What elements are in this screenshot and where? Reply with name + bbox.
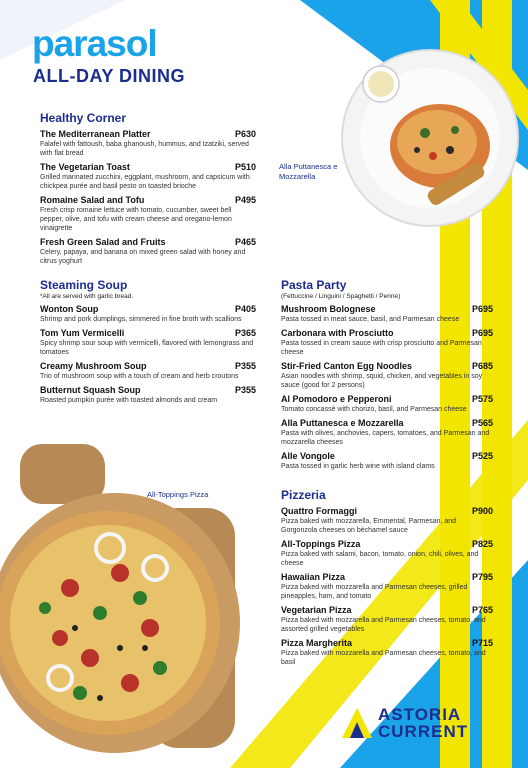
menu-item-price: P510 — [234, 162, 256, 172]
menu-item-header — [40, 304, 256, 314]
menu-item-description: Pizza baked with mozzarella and Parmesan cheeses, tomato, and assorted grilled vegetables — [281, 617, 486, 633]
menu-item-header — [40, 237, 256, 247]
menu-item-price: P765 — [471, 605, 493, 615]
menu-item-description: Pasta with olives, anchovies, capers, tomatoes, and Parmesan and mozzarella cheeses — [281, 430, 490, 446]
menu-item — [281, 638, 493, 667]
menu-item — [281, 572, 493, 601]
menu-item-name: Alle Vongole — [281, 451, 335, 461]
menu-item — [281, 394, 493, 414]
menu-item — [281, 418, 493, 447]
menu-item-name: Alla Puttanesca e Mozzarella — [281, 418, 404, 428]
section-note: *All are served with garlic bread. — [40, 293, 134, 300]
section-note: (Fettuccine / Linguini / Spaghetti / Penne) — [281, 293, 401, 300]
section-title: Healthy Corner — [40, 111, 127, 125]
menu-item-price: P685 — [471, 361, 493, 371]
menu-item-name: Fresh Green Salad and Fruits — [40, 237, 166, 247]
menu-item — [281, 328, 493, 357]
menu-item — [40, 195, 256, 233]
menu-item — [40, 385, 256, 405]
pasta-photo — [325, 38, 525, 238]
menu-item-header — [40, 328, 256, 338]
menu-item-header — [281, 638, 493, 648]
menu-item-header — [40, 385, 256, 395]
menu-item-header — [281, 328, 493, 338]
menu-item-name: Butternut Squash Soup — [40, 385, 141, 395]
menu-item — [40, 237, 256, 266]
menu-item — [40, 162, 256, 191]
astoria-logo-icon — [340, 706, 374, 740]
menu-list — [281, 506, 493, 667]
menu-item — [281, 506, 493, 535]
menu-item-name: All-Toppings Pizza — [281, 539, 361, 549]
menu-list — [40, 304, 256, 405]
menu-item-description: Pasta tossed in cream sauce with crisp prosciutto and Parmesan cheese — [281, 340, 482, 356]
menu-item-description: Pasta tossed in meat sauce, basil, and Parmesan cheese — [281, 316, 460, 323]
menu-item-name: Creamy Mushroom Soup — [40, 361, 147, 371]
menu-item-name: The Vegetarian Toast — [40, 162, 130, 172]
menu-item-price: P795 — [471, 572, 493, 582]
menu-item-description: Pizza baked with mozzarella, Emmental, Parmesan, and Gorgonzola cheeses on béchamel sauce — [281, 518, 457, 534]
logo-line-1: ASTORIA — [378, 705, 462, 724]
menu-item-name: Stir-Fried Canton Egg Noodles — [281, 361, 413, 371]
menu-item-description: Falafel with fattoush, baba ghanoush, hummus, and tzatziki, served with flat bread — [40, 141, 249, 157]
menu-item-price: P825 — [471, 539, 493, 549]
menu-item-header — [40, 162, 256, 172]
pasta-party-section — [281, 278, 493, 471]
menu-item-description: Pizza baked with salami, bacon, tomato, onion, chili, olives, and cheese — [281, 551, 479, 567]
pizza-photo-caption: All-Toppings Pizza — [147, 490, 209, 499]
menu-item-price: P405 — [234, 304, 256, 314]
menu-item-price: P465 — [234, 237, 256, 247]
pasta-photo-caption: Alla Puttanesca e Mozzarella — [279, 162, 338, 181]
menu-item-name: Romaine Salad and Tofu — [40, 195, 145, 205]
menu-item-header — [281, 539, 493, 549]
menu-item-price: P565 — [471, 418, 493, 428]
menu-item-header — [281, 394, 493, 404]
menu-item — [281, 539, 493, 568]
menu-item-price: P575 — [471, 394, 493, 404]
menu-item — [40, 328, 256, 357]
menu-item-header — [281, 361, 493, 371]
steaming-soup-section — [40, 278, 256, 405]
menu-item-price: P715 — [471, 638, 493, 648]
menu-item-price: P695 — [471, 328, 493, 338]
menu-item-name: Carbonara with Prosciutto — [281, 328, 394, 338]
menu-item-price: P355 — [234, 361, 256, 371]
menu-item — [281, 451, 493, 471]
menu-list — [281, 304, 493, 471]
menu-item-price: P355 — [234, 385, 256, 395]
menu-item-header — [40, 195, 256, 205]
logo-line-2: CURRENT — [378, 722, 469, 741]
menu-item-name: Tom Yum Vermicelli — [40, 328, 125, 338]
menu-item-header — [281, 572, 493, 582]
menu-list — [40, 129, 256, 266]
menu-item-header — [281, 418, 493, 428]
section-title: Pasta Party — [281, 278, 347, 292]
menu-item — [281, 605, 493, 634]
menu-item-header — [281, 451, 493, 461]
menu-item-header — [281, 605, 493, 615]
menu-item-name: Vegetarian Pizza — [281, 605, 352, 615]
menu-item-description: Pizza baked with mozzarella and Parmesan cheeses, tomato, and basil — [281, 650, 486, 666]
menu-item — [281, 304, 493, 324]
astoria-logo-text — [378, 706, 468, 740]
menu-item-description: Roasted pumpkin purée with toasted almonds and cream — [40, 397, 218, 404]
menu-item-name: Wonton Soup — [40, 304, 99, 314]
menu-item — [40, 129, 256, 158]
brand-name: parasol — [32, 23, 157, 64]
section-title: Pizzeria — [281, 488, 326, 502]
menu-item-description: Asian noodles with shrimp, squid, chicken, and vegetables in soy sauce (good for 2 persons) — [281, 373, 483, 389]
menu-item-description: Spicy shrimp sour soup with vermicelli, flavored with lemongrass and tomatoes — [40, 340, 254, 356]
pizza-photo — [0, 438, 245, 768]
menu-item-description: Fresh crisp romaine lettuce with tomato, cucumber, sweet bell pepper, olive, and tofu with cream cheese and oregano-lemon vinaigrette — [40, 207, 232, 232]
healthy-corner-section — [40, 111, 256, 266]
menu-item-description: Trio of mushroom soup with a touch of cream and herb croutons — [40, 373, 239, 380]
section-title: Steaming Soup — [40, 278, 128, 292]
menu-item-name: Mushroom Bolognese — [281, 304, 376, 314]
menu-subtitle: ALL-DAY DINING — [33, 66, 186, 86]
menu-item-price: P695 — [471, 304, 493, 314]
menu-item-name: Al Pomodoro e Pepperoni — [281, 394, 392, 404]
menu-item-price: P630 — [234, 129, 256, 139]
menu-item-description: Celery, papaya, and banana on mixed green salad with honey and citrus yoghurt — [40, 249, 246, 265]
menu-item-name: Quattro Formaggi — [281, 506, 357, 516]
menu-item-header — [281, 506, 493, 516]
menu-item-price: P495 — [234, 195, 256, 205]
menu-item-description: Shrimp and pork dumplings, simmered in fine broth with scallions — [40, 316, 242, 323]
menu-item — [40, 304, 256, 324]
menu-item-description: Tomato concassé with chorizo, basil, and Parmesan cheese — [281, 406, 467, 413]
menu-item-header — [281, 304, 493, 314]
menu-item-description: Pasta tossed in garlic herb wine with island clams — [281, 463, 435, 470]
menu-item-price: P525 — [471, 451, 493, 461]
menu-item-price: P900 — [471, 506, 493, 516]
menu-item-description: Grilled marinated zucchini, eggplant, mushroom, and capsicum with chickpea purée and basil pesto on toasted brioche — [40, 174, 250, 190]
pizzeria-section — [281, 488, 493, 667]
menu-item-description: Pizza baked with mozzarella and Parmesan cheeses, grilled pineapples, ham, and tomato — [281, 584, 468, 600]
menu-item — [40, 361, 256, 381]
menu-item-name: The Mediterranean Platter — [40, 129, 151, 139]
menu-item-header — [40, 129, 256, 139]
menu-item-name: Hawaiian Pizza — [281, 572, 346, 582]
menu-item — [281, 361, 493, 390]
menu-item-header — [40, 361, 256, 371]
menu-item-price: P365 — [234, 328, 256, 338]
menu-item-name: Pizza Margherita — [281, 638, 353, 648]
